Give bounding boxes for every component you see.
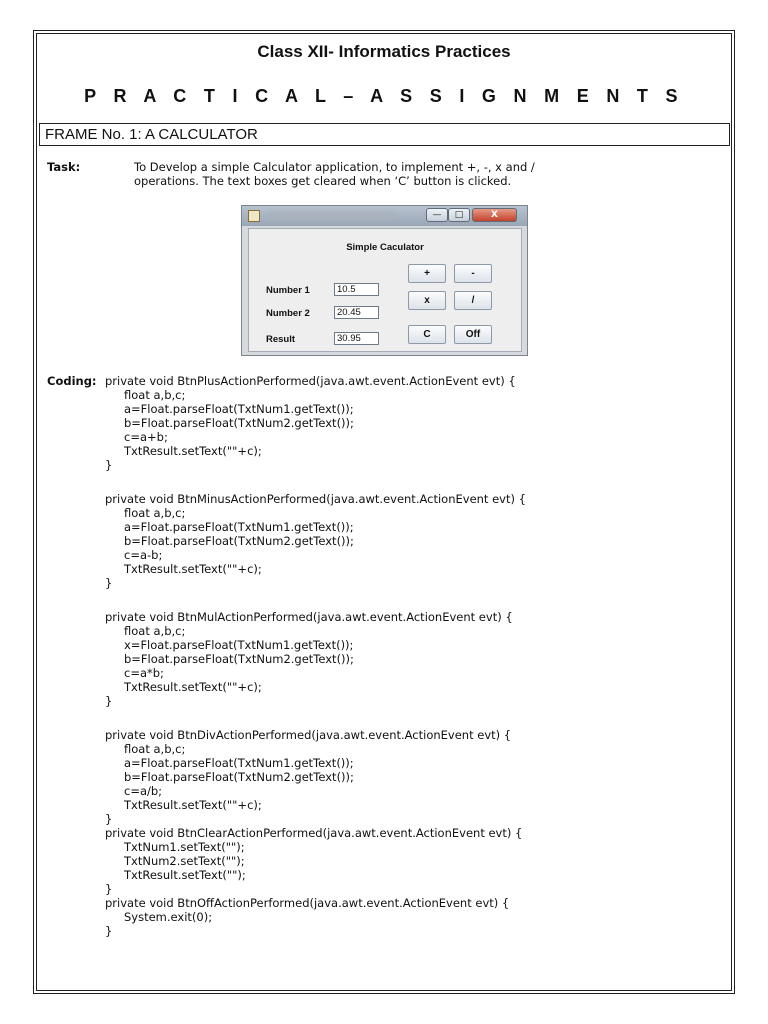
code-line: } bbox=[105, 812, 113, 826]
document-title: Class XII- Informatics Practices bbox=[257, 42, 511, 61]
code-line: b=Float.parseFloat(TxtNum2.getText()); bbox=[124, 770, 354, 784]
result-field[interactable]: 30.95 bbox=[334, 332, 379, 345]
code-line: TxtResult.setText(""+c); bbox=[124, 444, 262, 458]
code-line: TxtNum2.setText(""); bbox=[124, 854, 245, 868]
code-line: float a,b,c; bbox=[124, 742, 186, 756]
code-line: TxtNum1.setText(""); bbox=[124, 840, 245, 854]
calculator-panel bbox=[248, 228, 522, 352]
minus-button[interactable]: - bbox=[454, 264, 492, 283]
code-line: a=Float.parseFloat(TxtNum1.getText()); bbox=[124, 756, 354, 770]
code-line: private void BtnMinusActionPerformed(java.awt.event.ActionEvent evt) { bbox=[105, 492, 526, 506]
code-line: TxtResult.setText(""+c); bbox=[124, 680, 262, 694]
code-line: a=Float.parseFloat(TxtNum1.getText()); bbox=[124, 402, 354, 416]
task-description bbox=[134, 160, 694, 188]
minimize-button[interactable]: — bbox=[426, 208, 448, 222]
document-subtitle: P R A C T I C A L – A S S I G N M E N T S bbox=[84, 86, 684, 106]
number1-label: Number 1 bbox=[266, 285, 310, 296]
task-line: operations. The text boxes get cleared when ‘C’ button is clicked. bbox=[134, 174, 512, 188]
code-line: b=Float.parseFloat(TxtNum2.getText()); bbox=[124, 652, 354, 666]
task-line: To Develop a simple Calculator application, to implement +, -, x and / bbox=[134, 160, 535, 174]
divide-button[interactable]: / bbox=[454, 291, 492, 310]
code-line: } bbox=[105, 458, 113, 472]
code-line: b=Float.parseFloat(TxtNum2.getText()); bbox=[124, 534, 354, 548]
task-label: Task: bbox=[47, 160, 81, 174]
code-line: private void BtnDivActionPerformed(java.awt.event.ActionEvent evt) { bbox=[105, 728, 512, 742]
number2-field[interactable]: 20.45 bbox=[334, 306, 379, 319]
code-line: private void BtnOffActionPerformed(java.awt.event.ActionEvent evt) { bbox=[105, 896, 510, 910]
code-line: a=Float.parseFloat(TxtNum1.getText()); bbox=[124, 520, 354, 534]
code-line: c=a+b; bbox=[124, 430, 168, 444]
code-line: } bbox=[105, 924, 113, 938]
code-line: b=Float.parseFloat(TxtNum2.getText()); bbox=[124, 416, 354, 430]
number2-label: Number 2 bbox=[266, 308, 310, 319]
frame-heading: FRAME No. 1: A CALCULATOR bbox=[39, 123, 730, 146]
code-line: c=a-b; bbox=[124, 548, 163, 562]
code-line: TxtResult.setText(""+c); bbox=[124, 562, 262, 576]
plus-button[interactable]: + bbox=[408, 264, 446, 283]
code-line: private void BtnPlusActionPerformed(java.awt.event.ActionEvent evt) { bbox=[105, 374, 516, 388]
close-button[interactable]: X bbox=[472, 208, 517, 222]
code-line: private void BtnClearActionPerformed(java.awt.event.ActionEvent evt) { bbox=[105, 826, 523, 840]
code-line: System.exit(0); bbox=[124, 910, 213, 924]
code-line: TxtResult.setText(""+c); bbox=[124, 798, 262, 812]
code-line: TxtResult.setText(""); bbox=[124, 868, 246, 882]
off-button[interactable]: Off bbox=[454, 325, 492, 344]
code-line: float a,b,c; bbox=[124, 506, 186, 520]
maximize-button[interactable]: □ bbox=[448, 208, 470, 222]
code-line: private void BtnMulActionPerformed(java.awt.event.ActionEvent evt) { bbox=[105, 610, 513, 624]
code-line: x=Float.parseFloat(TxtNum1.getText()); bbox=[124, 638, 354, 652]
code-line: } bbox=[105, 882, 113, 896]
code-line: } bbox=[105, 576, 113, 590]
clear-button[interactable]: C bbox=[408, 325, 446, 344]
code-line: float a,b,c; bbox=[124, 624, 186, 638]
multiply-button[interactable]: x bbox=[408, 291, 446, 310]
coding-label: Coding: bbox=[47, 374, 97, 388]
code-line: c=a/b; bbox=[124, 784, 163, 798]
result-label: Result bbox=[266, 334, 296, 345]
code-line: } bbox=[105, 694, 113, 708]
blurred-window-title bbox=[266, 212, 396, 220]
code-line: float a,b,c; bbox=[124, 388, 186, 402]
window-titlebar bbox=[242, 206, 527, 226]
number1-field[interactable]: 10.5 bbox=[334, 283, 379, 296]
calculator-title: Simple Caculator bbox=[346, 242, 424, 253]
java-app-icon bbox=[248, 210, 260, 222]
code-line: c=a*b; bbox=[124, 666, 164, 680]
calculator-window bbox=[241, 205, 528, 356]
